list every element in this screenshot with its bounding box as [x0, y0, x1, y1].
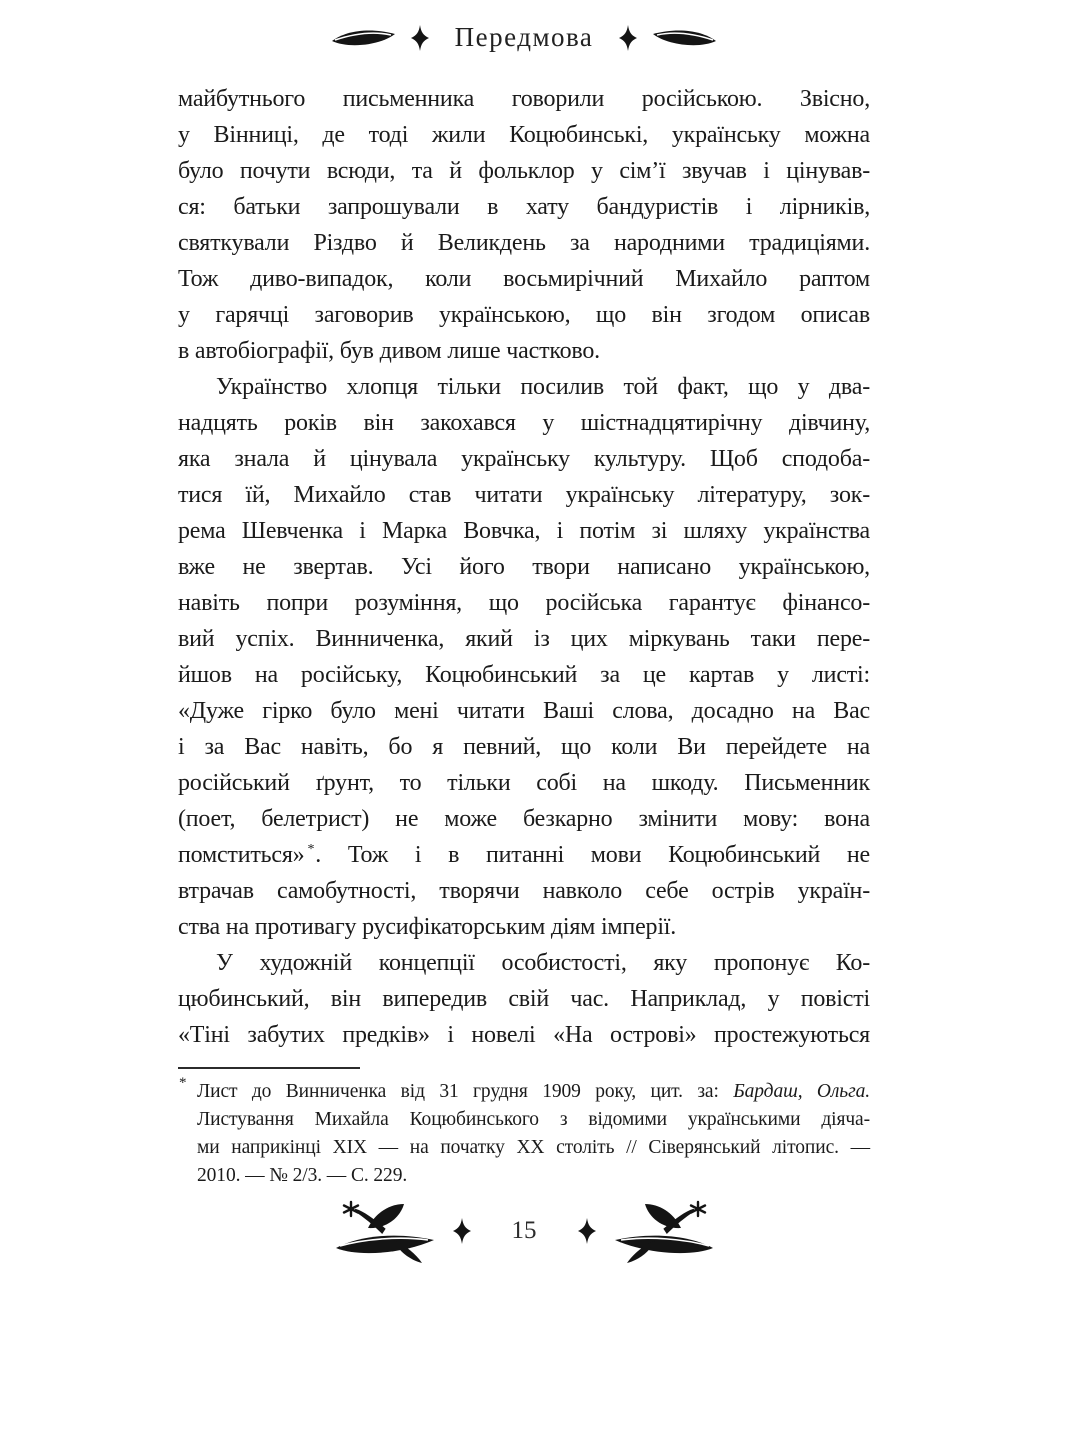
- paragraph: [178, 945, 870, 1053]
- paragraph: [178, 81, 870, 369]
- chapter-title: Передмова: [454, 22, 594, 52]
- text-line: вий успіх. Винниченка, який із цих міркувань таки пере-: [178, 626, 870, 652]
- text-line: у Вінниці, де тоді жили Коцюбинські, українську можна: [178, 122, 870, 148]
- paragraph: [178, 369, 870, 945]
- diamond-star-icon: [410, 25, 430, 51]
- text-line: йшов на російську, Коцюбинський за це картав у листі:: [178, 662, 870, 688]
- text-line: російський ґрунт, то тільки собі на шкоду. Письменник: [178, 770, 870, 796]
- footnote-source-author: Бардаш, Ольга.: [733, 1081, 871, 1102]
- text-line: навіть попри розуміння, що російська гарантує фінансо-: [178, 590, 870, 616]
- footnote: [178, 1067, 870, 1190]
- text-line: святкували Різдво й Великдень за народними традиціями.: [178, 230, 870, 256]
- diamond-star-icon: [452, 1218, 472, 1244]
- floral-spray-ornament-left-icon: [334, 1198, 438, 1264]
- text-line: втрачав самобутності, творячи навколо себе острів україн-: [178, 878, 870, 904]
- footnote-separator: [178, 1067, 360, 1069]
- text-line: рема Шевченка і Марка Вовчка, і потім зі шляху українства: [178, 518, 870, 544]
- text-line: (поет, белетрист) не може безкарно змінити мову: вона: [178, 806, 870, 832]
- text-line: ся: батьки запрошували в хату бандуристів і лірників,: [178, 194, 870, 220]
- footnote-line: [197, 1078, 870, 1106]
- body-text: [178, 81, 870, 1053]
- leaf-ornament-left-icon: [331, 26, 397, 50]
- text-line: у гарячці заговорив українською, що він згодом описав: [178, 302, 870, 328]
- text-line: надцять років він закохався у шістнадцятирічну дівчину,: [178, 410, 870, 436]
- leaf-ornament-right-icon: [651, 26, 717, 50]
- text-line: «Дуже гірко було мені читати Ваші слова, досадно на Вас: [178, 698, 870, 724]
- chapter-header: [178, 22, 870, 53]
- diamond-star-icon: [577, 1218, 597, 1244]
- page-footer: [178, 1198, 870, 1264]
- text-segment: помститься»: [178, 842, 305, 868]
- page-number: 15: [511, 1217, 537, 1244]
- text-segment: Лист до Винниченка від 31 грудня 1909 року, цит. за:: [197, 1081, 734, 1102]
- text-line: «Тіні забутих предків» і новелі «На острові» простежуються: [178, 1022, 870, 1048]
- text-line: яка знала й цінувала українську культуру. Щоб сподоба-: [178, 446, 870, 472]
- floral-spray-ornament-right-icon: [611, 1198, 715, 1264]
- diamond-star-icon: [618, 25, 638, 51]
- text-line: цюбинський, він випередив свій час. Наприклад, у повісті: [178, 986, 870, 1012]
- footnote-line: ми наприкінці XIX — на початку XX століть // Сіверянський літопис. —: [197, 1137, 870, 1158]
- text-line: в автобіографії, був дивом лише частково.: [178, 338, 600, 364]
- text-line: Українство хлопця тільки посилив той факт, що у два-: [216, 374, 870, 400]
- text-line: Тож диво-випадок, коли восьмирічний Михайло раптом: [178, 266, 870, 292]
- footnote-body: [178, 1075, 871, 1190]
- text-line-with-footnote-ref: [178, 837, 870, 873]
- text-line: майбутнього письменника говорили російською. Звісно,: [178, 86, 870, 112]
- text-line: тися їй, Михайло став читати українську літературу, зок-: [178, 482, 870, 508]
- text-line: ства на противагу русифікаторським діям імперії.: [178, 914, 677, 940]
- page-content: [178, 0, 870, 1264]
- text-line: У художній концепції особистості, яку пропонує Ко-: [216, 950, 870, 976]
- footnote-reference-marker: *: [307, 842, 315, 857]
- text-line: було почути всюди, та й фольклор у сім’ї звучав і цінував-: [178, 158, 870, 184]
- text-line: і за Вас навіть, бо я певний, що коли Ви перейдете на: [178, 734, 870, 760]
- text-segment: . Тож і в питанні мови Коцюбинський не: [315, 842, 870, 868]
- text-line: вже не звертав. Усі його твори написано українською,: [178, 554, 870, 580]
- footnote-line: 2010. — № 2/3. — С. 229.: [197, 1165, 408, 1186]
- footnote-line: Листування Михайла Коцюбинського з відомими українськими діяча-: [197, 1109, 870, 1130]
- footnote-marker: *: [179, 1075, 187, 1091]
